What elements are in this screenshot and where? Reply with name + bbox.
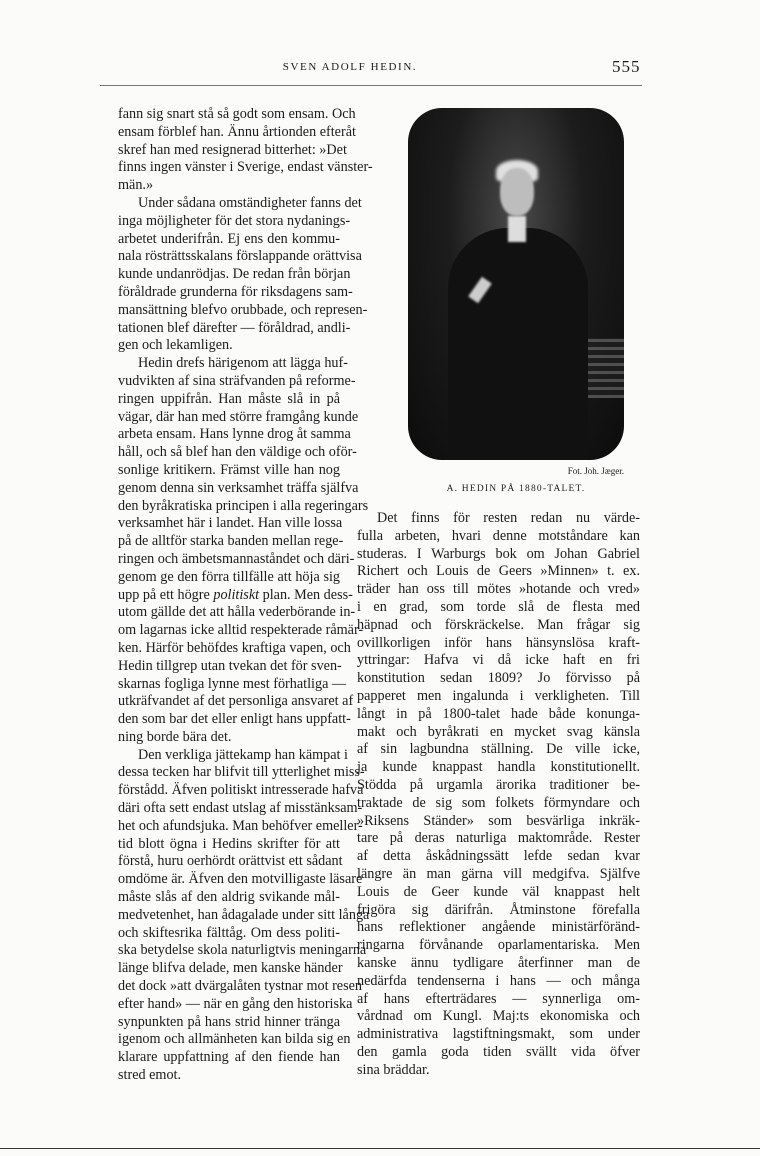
paragraph	[118, 355, 369, 747]
text-line: sonlige kritikern. Främst ville han nog	[118, 461, 340, 478]
text-line: gen och lekamligen.	[118, 337, 233, 354]
text-line: män.»	[118, 177, 154, 194]
text-line: Louis de Geer kunde väl knappast helt	[357, 883, 640, 900]
text-line: tare på deras naturliga maktområde. Rester	[357, 830, 640, 847]
text-line: ensam förblef han. Ännu årtionden efteråt	[118, 123, 356, 140]
text-line: papperet men ingalunda i verkligheten. Till	[357, 687, 640, 704]
photo-figure	[448, 228, 588, 460]
text-line: ringen uppifrån. Han måste slå in på	[118, 390, 340, 407]
text-line: om lagarnas icke alltid respekterade råmär-	[118, 622, 364, 639]
text-line: måste slås af den aldrig svikande mål-	[118, 889, 340, 906]
text-line: vägar, där han med större framgång kunde	[118, 408, 359, 425]
text-line: i en grad, som torde slå de flesta med	[357, 598, 640, 615]
text-line: föråldrade grunderna för riksdagens sam-	[118, 283, 353, 300]
text-line: administrativa lagstiftningsmakt, som under	[357, 1026, 640, 1043]
text-line: sina bräddar.	[357, 1061, 430, 1078]
text-line: förstådd. Äfven politiskt intresserade hafva	[118, 782, 364, 799]
text-line: synpunkten på hans strid hinner tränga	[118, 1013, 340, 1030]
text-line: ken. Härför behöfdes kraftiga vapen, och	[118, 639, 351, 656]
text-line: däri ofta sett endast utslag af misstänksam-	[118, 800, 363, 817]
text-line: omdöme är. Äfven den motvilligaste läsare	[118, 871, 363, 888]
text-line: Det finns för resten redan nu värde-	[377, 510, 640, 526]
text-line: på de alltför starka banden mellan rege-	[118, 533, 344, 550]
text-line: frigöra sig därifrån. Åtminstone förefalla	[357, 901, 640, 918]
paragraph	[357, 510, 640, 1080]
paragraph	[118, 194, 368, 355]
text-line: långt in på 1800-talet hade både konunga-	[357, 705, 640, 722]
text-line: ringen och ämbetsmannaståndet och däri-	[118, 550, 355, 567]
text-line: förstå, huru oerhördt orättvist ett sådant	[118, 853, 343, 870]
text-line: den byråkratiska principen i alla regeringars	[118, 497, 369, 514]
text-line: tationen blef därefter — föråldrad, andli-	[118, 319, 351, 336]
text-line: skarnas fogliga lynne mest förhatliga —	[118, 675, 347, 692]
text-line: igenom och allmänheten kan bilda sig en	[118, 1031, 351, 1048]
text-line: den som bar det eller enligt hans uppfatt-	[118, 711, 351, 728]
text-line: länge blifva delade, men kanske händer	[118, 960, 343, 977]
text-line: efter hand» — när en gång den historiska	[118, 995, 353, 1012]
text-line: af detta åskådningssätt lefde sedan kvar	[357, 848, 640, 865]
text-line: upp på ett högre politiskt plan. Men dess-	[118, 586, 353, 603]
text-line: Under sådana omständigheter fanns det	[138, 194, 362, 211]
text-line: studeras. I Warburgs bok om Johan Gabriel	[357, 545, 640, 562]
running-head: SVEN ADOLF HEDIN.	[282, 61, 418, 73]
text-line: Den verkliga jättekamp han kämpat i	[138, 746, 348, 763]
text-line: Stödda på urgamla ärorika traditioner be-	[357, 776, 640, 793]
photo-collar	[508, 216, 526, 242]
photo-credit: Fot. Joh. Jæger.	[567, 466, 624, 476]
text-line: fulla arbeten, hvari denne motståndare kan	[357, 527, 640, 544]
bottom-rule	[0, 1148, 760, 1149]
paragraph	[118, 746, 370, 1085]
text-line: kanske ännu tydligare återfinner man de	[357, 954, 640, 971]
text-line: ska betydelse skola naturligtvis meningarna	[118, 942, 367, 959]
text-line: skref han med resignerad bitterhet: »Det	[118, 141, 347, 158]
text-line: utkräfvandet af det personliga ansvaret af	[118, 693, 354, 710]
text-line: verksamhet här i landet. Han ville lossa	[118, 515, 343, 532]
text-line: ning borde bära det.	[118, 728, 232, 745]
text-line: nedärfda tendenserna i hans — och många	[357, 972, 640, 989]
text-line: nala rösträttsskalans förslappande orättvisa	[118, 248, 362, 265]
text-line: ja kunde knappast handla konstitutionellt.	[357, 759, 640, 776]
text-line: klarare uppfattning af den fiende han	[118, 1049, 340, 1066]
text-line: tid blott ögna i Hedins skrifter för att	[118, 835, 340, 852]
text-line: af hans efterträdares — synnerliga om-	[357, 990, 640, 1007]
text-line: het och afundsjuka. Man behöfver emeller-	[118, 817, 363, 834]
text-line: häpnad och förskräckelse. Man frågar sig	[357, 616, 640, 633]
text-line: hans reflektioner angående ministärföränd-	[357, 919, 640, 936]
text-line: Hedin tillgrep utan tvekan det för sven-	[118, 657, 342, 674]
text-line: ringarna förvånande oparlamentariska. Men	[357, 937, 640, 954]
text-line: genom ge den förra tillfälle att höja sig	[118, 568, 340, 585]
text-line: håll, och så blef han den väldige och oför-	[118, 444, 357, 461]
text-line: den gamla goda tiden svällt vida öfver	[357, 1043, 640, 1060]
text-line: finns ingen vänster i Sverige, endast vänster-	[118, 159, 373, 176]
text-line: konstitution sedan 1809? Jo förvisso på	[357, 670, 640, 687]
text-line: mansättning blefvo orubbade, och represen-	[118, 301, 368, 318]
portrait-photo	[408, 108, 624, 460]
photo-face	[500, 168, 534, 216]
text-line: utom gällde det att hålla vederbörande in-	[118, 604, 356, 621]
text-line: fann sig snart stå så godt som ensam. Och	[118, 106, 356, 122]
photo-caption: A. HEDIN PÅ 1880-TALET.	[446, 484, 586, 494]
text-line: arbetet underifrån. Ej ens den kommu-	[118, 230, 340, 247]
page-number: 555	[612, 57, 641, 76]
text-line: vudvikten af sina sträfvanden på reforme-	[118, 372, 356, 389]
text-line: vårdnad om Kungl. Maj:ts ekonomiska och	[357, 1008, 640, 1025]
text-line: längre än man gärna vill medgifva. Själfve	[357, 865, 640, 882]
text-line: arbeta ensam. Hans lynne drog åt samma	[118, 426, 351, 443]
text-line: genom denna sin verksamhet träffa själfva	[118, 479, 359, 496]
text-line: och skiftesrika fälttåg. Om dess politi-	[118, 924, 340, 941]
text-line: kunde undanrödjas. De redan från början	[118, 266, 351, 283]
text-line: medvetenhet, han ådagalade under sitt långa	[118, 906, 370, 923]
right-column	[357, 510, 640, 1080]
italic-word: politiskt	[213, 586, 260, 603]
text-line: Hedin drefs härigenom att lägga huf-	[138, 355, 348, 372]
text-line: det dock »att dvärgalåten tystnar mot resen	[118, 978, 362, 995]
text-line: yttringar: Hafva vi då icke haft en fri	[357, 652, 640, 669]
text-line: »Riksens Ständer» som besvärliga inkräk-	[357, 812, 640, 829]
text-line: stred emot.	[118, 1067, 182, 1084]
text-line: träder han oss till mötes »hotande och vred»	[357, 581, 640, 598]
text-line: af sin lagbundna ställning. De ville icke,	[357, 741, 640, 758]
paragraph	[118, 106, 373, 195]
text-line: Richert och Louis de Geers »Minnen» t. ex.	[357, 563, 640, 580]
text-line: ovillkorligen inför hans hänsynslösa kraft-	[357, 634, 640, 651]
text-line: inga möjligheter för det stora nydanings-	[118, 212, 351, 229]
text-line: dessa tecken har blifvit till ytterlighet miss-	[118, 764, 365, 781]
left-column	[118, 106, 373, 1085]
text-line: traktade de sig som folkets förmyndare och	[357, 794, 640, 811]
header-rule	[100, 85, 642, 86]
text-line: makt och byråkrati en mycket svag känsla	[357, 723, 640, 740]
